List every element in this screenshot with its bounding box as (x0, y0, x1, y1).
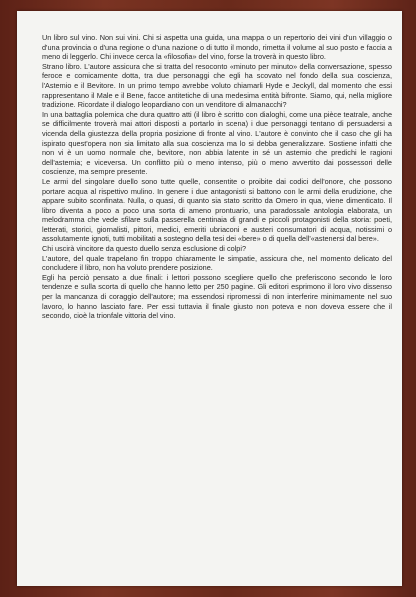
book-back-cover (17, 11, 402, 586)
blurb-paragraph-2: Strano libro. L'autore assicura che si tratta del resoconto «minuto per minuto» della conversazione, spesso feroce e comicamente dotta, tra due personaggi che egli ha scovato nel fondo della sua coscienza, l'Astemio e il Bevitore. In un primo tempo avrebbe voluto chiamarli Hyde e Jeckyll, dal momento che essi rappresentano il Male e il Bene, facce antitetiche di una medesima entità bifronte. Siamo, qui, nella migliore tradizione. Ricordate il dialogo leopardiano con un venditore di almanacchi? (42, 61, 392, 110)
blurb-paragraph-1: Un libro sul vino. Non sui vini. Chi si aspetta una guida, una mappa o un repertorio dei vini d'un villaggio o d'una provincia o d'una regione o d'una nazione o di tutto il mondo, rimetta il volume al suo posto e faccia a meno di leggerlo. Chi invece cerca la «filosofia» del vino, forse la troverà in questo libro. (42, 33, 392, 62)
blurb-paragraph-5: Chi uscirà vincitore da questo duello senza esclusione di colpi? (42, 244, 247, 254)
blurb-paragraph-3: In una battaglia polemica che dura quattro atti (il libro è scritto con dialoghi, come una pièce teatrale, anche se difficilmente troverà mai attori disposti a portarlo in scena) i due personaggi tentano di persuadersi a vicenda della giustezza della propria posizione di fronte al vino. L'autore è convinto che il caso che gli ha ispirato quest'opera non sia limitato alla sua coscienza ma lo si debba generalizzare. Sostiene infatti che non vi è un uomo normale che, bevitore, non abbia latente in sé un astemio che predichi le ragioni dell'astemia; e viceversa. Un conflitto più o meno intenso, più o meno avvertito dai possessori delle coscienze, ma sempre presente. (42, 109, 392, 177)
blurb-paragraph-4: Le armi del singolare duello sono tutte quelle, consentite o proibite dai codici dell'onore, che possono portare acqua al rispettivo mulino. In genere i due antagonisti si battono con le armi della erudizione, che appare subito sconfinata. Nulla, o quasi, di quanto sia stato scritto da Omero in qua, viene dimenticato. Il libro diventa a poco a poco una sorta di ameno prontuario, una paradossale antologia elaborata, un melodramma che vede sfilare sulla passerella centinaia di grandi e piccoli protagonisti della storia: poeti, letterati, storici, giornalisti, pittori, medici, emeriti ubriaconi e austeri consumatori di acqua, notissimi o assolutamente ignoti, tutti mobilitati a sostegno della tesi dei «bere» o di quella dell'«astenersi dal bere». (42, 176, 392, 244)
blurb-paragraph-6: L'autore, del quale trapelano fin troppo chiaramente le simpatie, assicura che, nel momento delicato del concludere il libro, non ha voluto prendere posizione. (42, 253, 392, 273)
blurb-text (42, 33, 392, 321)
blurb-paragraph-7: Egli ha perciò pensato a due finali: i lettori possono scegliere quello che preferiscono secondo le loro tendenze e sulla scorta di quello che hanno letto per 250 pagine. Gli editori esprimono il loro vivo dissenso per la mancanza di coraggio dell'autore; ma essendosi ripromessi di non interferire minimamente nel suo lavoro, lo hanno lasciato fare. Per essi tuttavia il finale giusto non poteva e non doveva essere che il secondo, cioè la trionfale vittoria del vino. (42, 272, 392, 321)
